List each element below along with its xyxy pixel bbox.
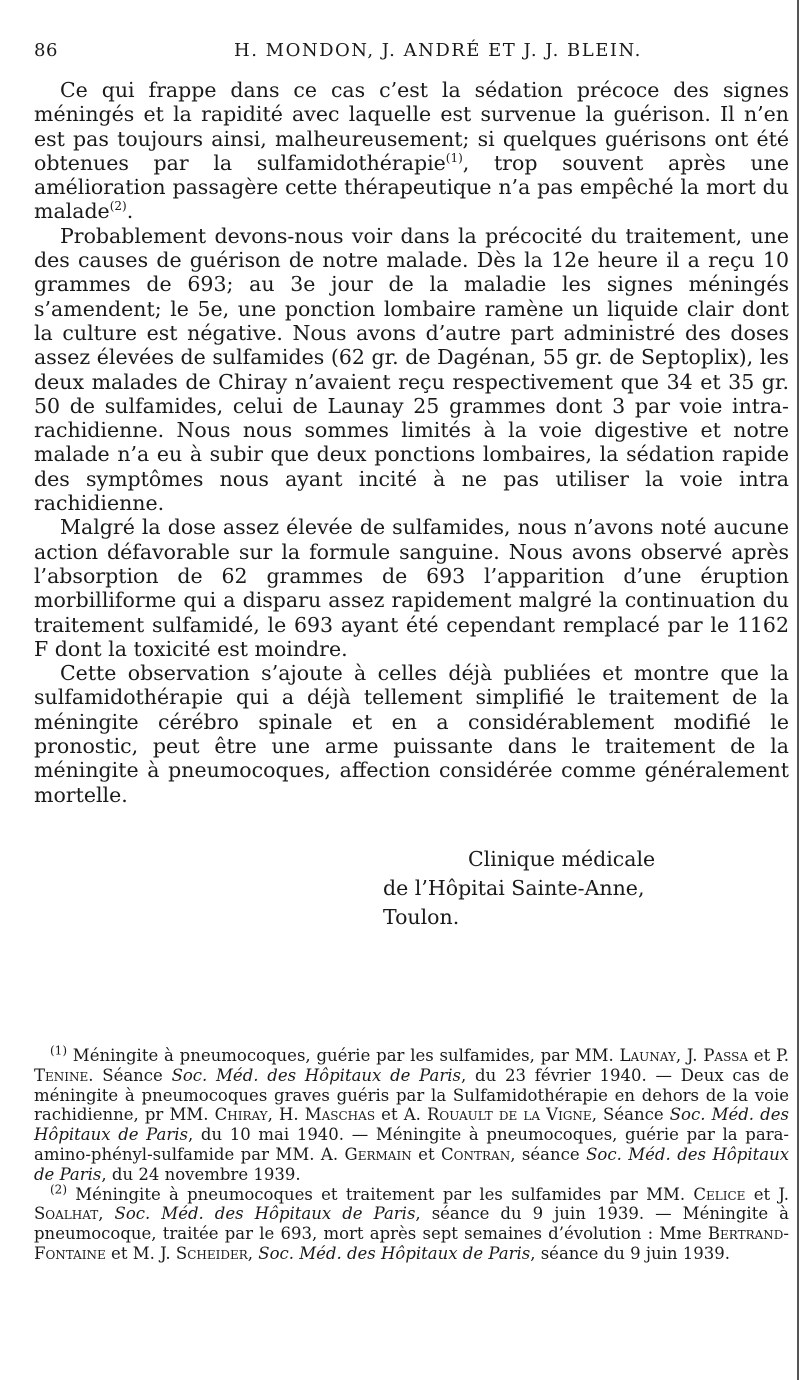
footnote-text: Méningite à pneumocoques et traitement par les sulfamides par MM. xyxy=(67,1184,694,1204)
footnote-text: , xyxy=(247,1243,259,1263)
footnote-text: et A. xyxy=(375,1105,427,1125)
author-name: Bertrand-Fontaine xyxy=(34,1224,789,1263)
footnote-text: et M. J. xyxy=(105,1243,176,1263)
footnote-text: Méningite à pneumocoques, guérie par les sulfamides, par MM. xyxy=(67,1046,620,1065)
footnote-text: , du 10 mai 1940. — Méningite à pneumocoques, guérie par la para-amino-phényl-sulfamide par MM. A. xyxy=(34,1125,789,1164)
footnote-text: , Séance xyxy=(591,1105,670,1125)
footnote-1-mark: (1) xyxy=(50,1043,67,1058)
author-name: Launay xyxy=(619,1046,676,1065)
page-number: 86 xyxy=(34,40,58,61)
author-name: Germain xyxy=(344,1144,412,1164)
author-name: Scheider xyxy=(175,1243,248,1263)
journal-title: Soc. Méd. des Hôpitaux de Paris xyxy=(34,1105,789,1145)
author-name: Passa xyxy=(703,1046,748,1065)
page-edge-rule xyxy=(797,0,799,1380)
footnote-text: , H. xyxy=(267,1105,305,1125)
footnote-text: , J. xyxy=(675,1046,704,1065)
paragraph-3: Malgré la dose assez élevée de sulfamides, nous n’avons noté aucune action défavorable sur la formule sanguine. Nous avons observé après l’absorption de 62 grammes de 693 l’apparition d’une éruption morbilliforme qui a disparu assez rapidement malgré la continuation du traitement sulfamidé, le 693 ayant été cependant remplacé par le 1162 F dont la toxicité est moindre. xyxy=(34,515,789,661)
institution-signature xyxy=(300,845,725,932)
footnote-2-mark: (2) xyxy=(50,1182,67,1197)
footnote-ref-2: (2) xyxy=(109,199,127,214)
paragraph-2: Probablement devons-nous voir dans la précocité du traitement, une des causes de guérison de notre malade. Dès la 12e heure il a reçu 10 grammes de 693; au 3e jour de la maladie les signes méningés s’amendent; le 5e, une ponction lombaire ramène un liquide clair dont la culture est négative. Nous avons d’autre part administré des doses assez élevées de sulfamides (62 gr. de Dagénan, 55 gr. de Septoplix), les deux malades de Chiray n’avaient reçu respectivement que 34 et 35 gr. 50 de sulfamides, celui de Launay 25 grammes dont 3 par voie intra-rachidienne. Nous nous sommes limités à la voie digestive et notre malade n’a eu à subir que deux ponctions lombaires, la sédation rapide des symptômes nous ayant incité à ne pas utiliser la voie intra rachidienne. xyxy=(34,223,789,516)
paragraph-1-text-b: , trop souvent après une amélioration passagère cette thérapeutique n’a pas empêché la mort du malade xyxy=(34,150,789,224)
footnote-text: . Séance xyxy=(88,1065,172,1085)
author-name: Contran xyxy=(441,1144,511,1164)
signature-line-2: de l’Hôpitai Sainte-Anne, Toulon. xyxy=(383,876,645,929)
footnote-1 xyxy=(34,1043,790,1185)
article-body xyxy=(34,78,789,807)
footnote-text: , séance du 9 juin 1939. xyxy=(530,1243,730,1263)
running-head: H. MONDON, J. ANDRÉ ET J. J. BLEIN. xyxy=(234,40,642,61)
journal-title: Soc. Méd. des Hôpitaux de Paris xyxy=(34,1144,790,1184)
footnotes xyxy=(34,1043,790,1264)
footnote-text: , du 23 février 1940. — Deux cas de méningite à pneumocoques graves guéris par la Sulfamidothérapie en dehors de la voie rachidienne, pr MM. xyxy=(34,1065,790,1125)
author-name: Maschas xyxy=(304,1105,376,1125)
footnote-text: , séance xyxy=(510,1144,587,1164)
author-name: Rouault de la Vigne xyxy=(427,1105,592,1125)
paragraph-1-text-c: . xyxy=(126,199,134,224)
footnote-text: et P. xyxy=(748,1046,789,1065)
journal-title: Soc. Méd. des Hôpitaux de Paris xyxy=(258,1243,531,1263)
author-name: Chiray xyxy=(214,1105,268,1125)
footnote-text: , xyxy=(98,1204,115,1224)
paragraph-4: Cette observation s’ajoute à celles déjà publiées et montre que la sulfamidothérapie qui a déjà tellement simplifié le traitement de la méningite cérébro spinale et en a considérablement modifié le pronostic, peut être une arme puissante dans le traitement de la méningite à pneumocoques, affection considérée comme généralement mortelle. xyxy=(34,661,789,807)
signature-line-1: Clinique médicale xyxy=(468,847,656,871)
page-header xyxy=(34,40,789,66)
footnote-text: et xyxy=(411,1144,442,1164)
author-name: Celice xyxy=(693,1184,746,1204)
footnote-text: , séance du 9 juin 1939. — Méningite à pneumocoque, traitée par le 693, mort après sept semaines d’évolution : Mme xyxy=(34,1204,789,1244)
journal-title: Soc. Méd. des Hôpitaux de Paris xyxy=(114,1204,416,1224)
footnote-text: , du 24 novembre 1939. xyxy=(101,1164,301,1184)
footnote-2 xyxy=(34,1182,789,1264)
paragraph-1-text-a: Ce qui frappe dans ce cas c’est la sédation précoce des signes méningés et la rapidité avec laquelle est survenue la guérison. Il n’en est pas toujours ainsi, malheureusement; si quelques guérisons ont été obtenues par la sulfamidothérapie xyxy=(34,78,789,175)
journal-title: Soc. Méd. des Hôpitaux de Paris xyxy=(171,1065,462,1085)
author-name: Tenine xyxy=(34,1065,89,1085)
footnote-ref-1: (1) xyxy=(445,151,463,166)
author-name: Soalhat xyxy=(34,1204,99,1224)
paragraph-1 xyxy=(34,78,789,224)
footnote-text: et J. xyxy=(745,1184,789,1204)
